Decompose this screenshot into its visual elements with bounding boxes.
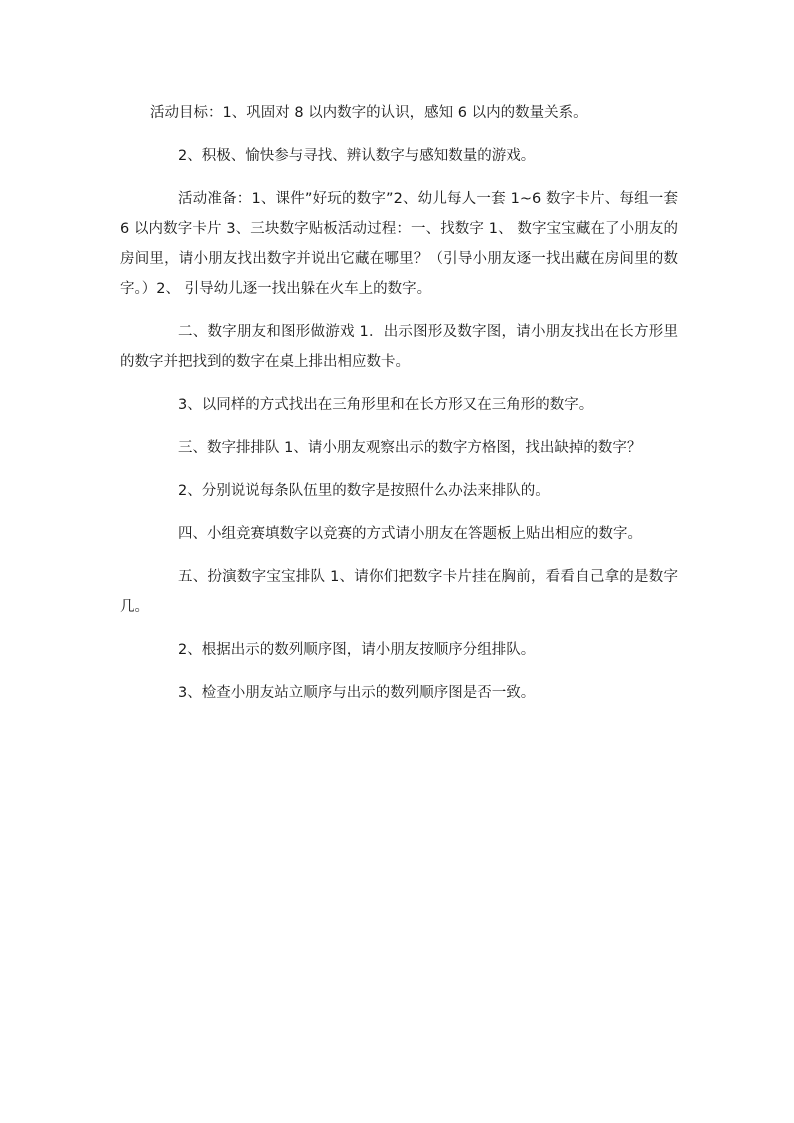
paragraph-goal-2: 2、积极、愉快参与寻找、辨认数字与感知数量的游戏。 [178, 148, 536, 164]
document-body [120, 98, 683, 721]
paragraph-lineup-rule: 2、分别说说每条队伍里的数字是按照什么办法来排队的。 [178, 483, 550, 499]
paragraph-role-play: 五、扮演数字宝宝排队 1、请你们把数字卡片挂在胸前，看看自己拿的是数字几。 [120, 569, 678, 615]
paragraph-group-contest: 四、小组竞赛填数字以竞赛的方式请小朋友在答题板上贴出相应的数字。 [178, 526, 642, 542]
paragraph-triangle-step: 3、以同样的方式找出在三角形里和在长方形又在三角形的数字。 [178, 397, 594, 413]
paragraph-numbers-and-shapes: 二、数字朋友和图形做游戏 1．出示图形及数字图，请小朋友找出在长方形里的数字并把找到的数字在桌上排出相应数卡。 [120, 324, 678, 370]
paragraph-sequence-grouping: 2、根据出示的数列顺序图，请小朋友按顺序分组排队。 [178, 642, 536, 658]
paragraph-activity-preparation: 活动准备：1、课件”好玩的数字”2、幼儿每人一套 1~6 数字卡片、每组一套 6 以内数字卡片 3、三块数字贴板活动过程：一、找数字 1、 数字宝宝藏在了小朋友的房间里，请小朋友找出数字并说出它藏在哪里？（引导小朋友逐一找出藏在房间里的数字。）2、 引导幼儿逐一找出躲在火车上的数字。 [120, 191, 683, 297]
paragraph-activity-goal: 活动目标：1、巩固对 8 以内数字的认识，感知 6 以内的数量关系。 [150, 105, 588, 121]
paragraph-number-lineup: 三、数字排排队 1、请小朋友观察出示的数字方格图，找出缺掉的数字？ [178, 440, 642, 456]
paragraph-check-order: 3、检查小朋友站立顺序与出示的数列顺序图是否一致。 [178, 685, 536, 701]
